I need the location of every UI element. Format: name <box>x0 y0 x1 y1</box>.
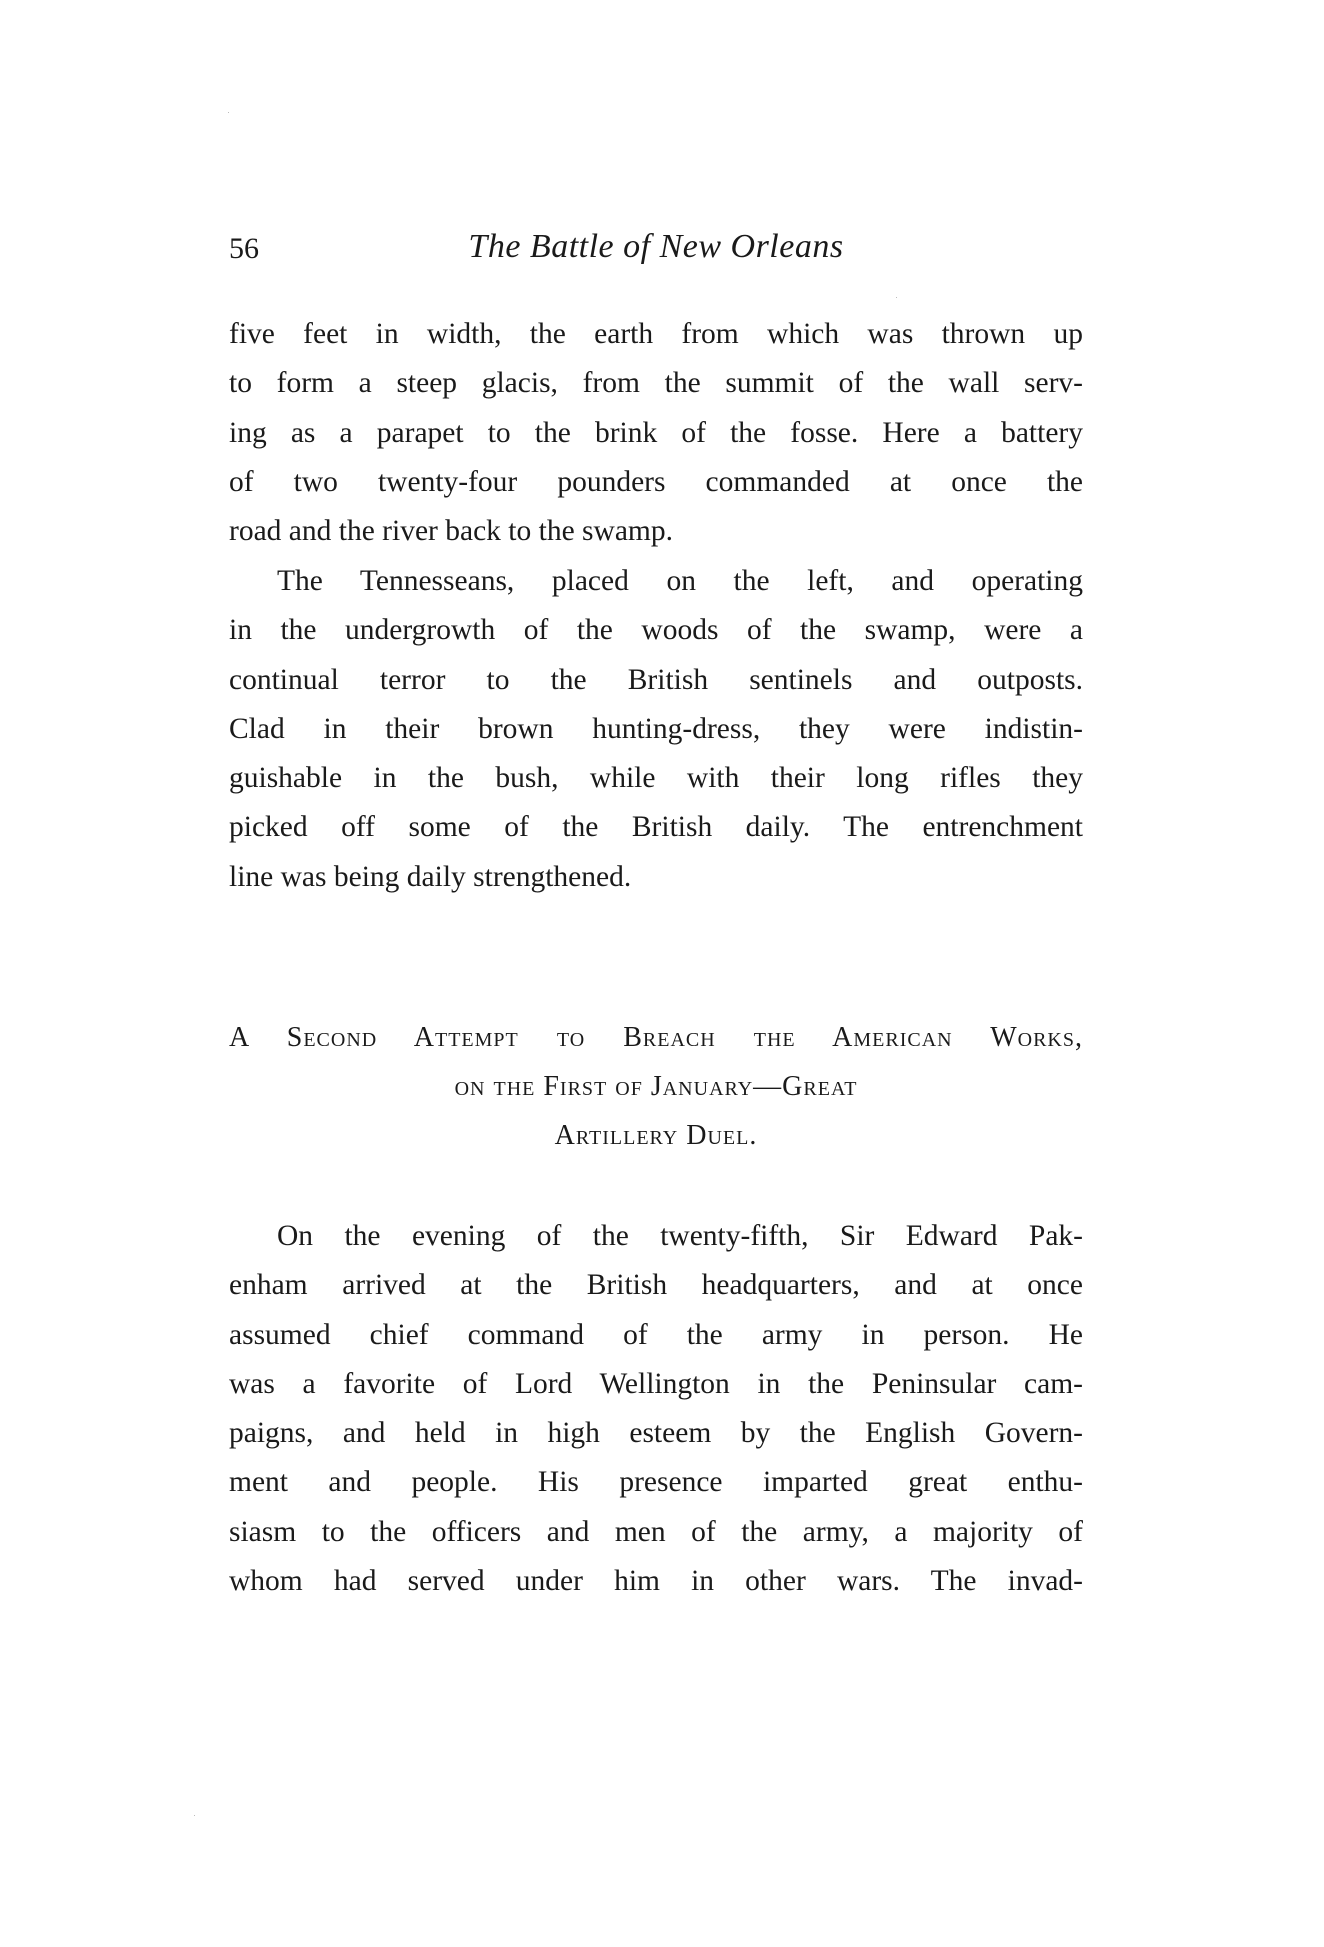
text-line: enham arrived at the British headquarters, and at once <box>229 1269 1083 1302</box>
text-line: was a favorite of Lord Wellington in the Peninsular cam- <box>229 1367 1083 1400</box>
scan-speck <box>228 112 229 113</box>
text-line: five feet in width, the earth from which was thrown up <box>229 318 1083 350</box>
text-line: picked off some of the British daily. The entrenchment <box>229 811 1083 844</box>
paragraph-2 <box>229 557 1083 902</box>
paragraph-3 <box>229 1212 1083 1606</box>
paragraph-1 <box>229 310 1083 556</box>
text-line: On the evening of the twenty-fifth, Sir Edward Pak- <box>277 1220 1083 1252</box>
text-line: in the undergrowth of the woods of the swamp, were a <box>229 614 1083 647</box>
text-line: Clad in their brown hunting-dress, they were indistin- <box>229 712 1083 745</box>
heading-line: on the First of January—Great <box>454 1071 858 1102</box>
text-line: assumed chief command of the army in person. He <box>229 1318 1083 1351</box>
text-line: whom had served under him in other wars. The invad- <box>229 1565 1083 1598</box>
heading-line: A Second Attempt to Breach the American Works, <box>229 1022 1083 1053</box>
text-line: ment and people. His presence imparted great enthu- <box>229 1466 1083 1499</box>
running-title: The Battle of New Orleans <box>468 228 844 265</box>
text-line: to form a steep glacis, from the summit of the wall serv- <box>229 367 1083 400</box>
text-line: road and the river back to the swamp. <box>229 515 673 548</box>
text-line: siasm to the officers and men of the army, a majority of <box>229 1515 1083 1548</box>
text-line: line was being daily strengthened. <box>229 860 632 893</box>
text-line: continual terror to the British sentinels and outposts. <box>229 663 1083 696</box>
text-line: The Tennesseans, placed on the left, and operating <box>277 565 1083 597</box>
page-number: 56 <box>229 232 259 265</box>
text-line: paigns, and held in high esteem by the English Govern- <box>229 1417 1083 1450</box>
scan-speck <box>896 297 897 298</box>
scan-speck <box>194 1815 195 1816</box>
section-heading <box>229 1013 1083 1160</box>
heading-line: Artillery Duel. <box>554 1120 758 1151</box>
text-line: ing as a parapet to the brink of the fosse. Here a battery <box>229 416 1083 449</box>
text-line: guishable in the bush, while with their long rifles they <box>229 762 1083 795</box>
running-head <box>229 228 1083 272</box>
text-line: of two twenty-four pounders commanded at once the <box>229 465 1083 498</box>
